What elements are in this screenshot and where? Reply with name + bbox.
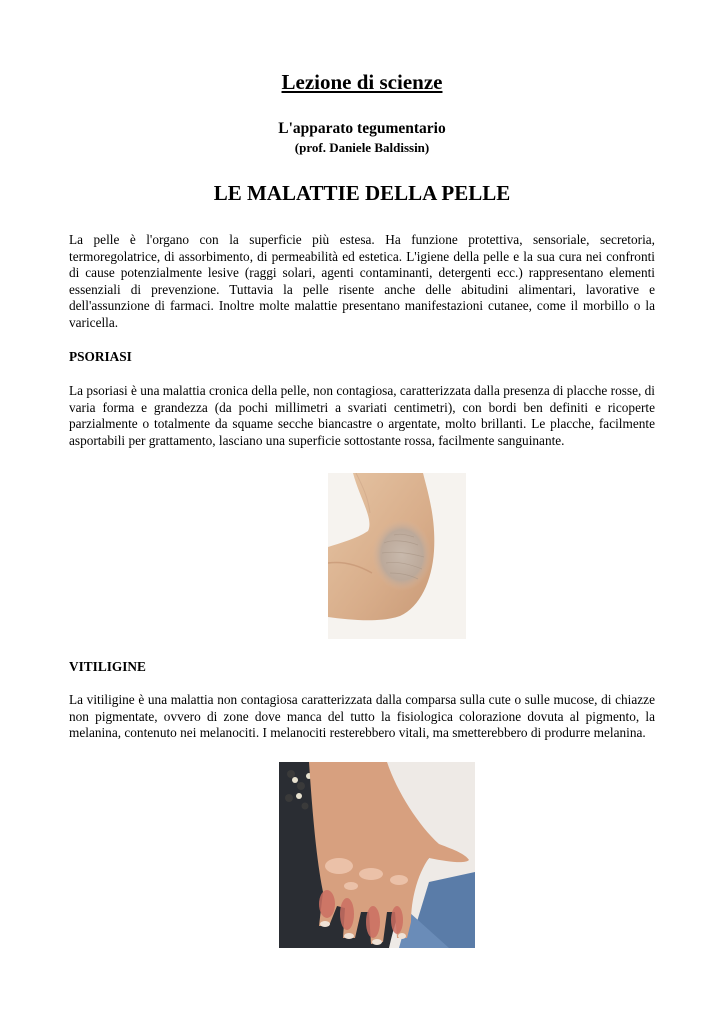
section-text-psoriasi: La psoriasi è una malattia cronica della pelle, non contagiosa, caratterizzata dalla presenza di placche rosse, di varia forma e grandezza (da pochi millimetri a svariati centimetri), con bordi ben definiti e ricoperte parzialmente o totalmente da squame secche biancastre o argentate, molto brillanti. Le placche, facilmente asportabili per grattamento, lasciano una superficie sottostante rossa, facilmente sanguinante. [69,383,655,448]
section-heading-psoriasi: PSORIASI [69,349,132,364]
intro-paragraph: La pelle è l'organo con la superficie più estesa. Ha funzione protettiva, sensoriale, secretoria, termoregolatrice, di assorbimento, di permeabilità ed estetica. L'igiene della pelle e la sua cura nei confronti di cause potenzialmente lesive (raggi solari, agenti contaminanti, detergenti ecc.) rappresentano elementi essenziali di prevenzione. Tuttavia la pelle risente anche delle abitudini alimentari, lavorative e dell'assunzione di farmaci. Inoltre molte malattie presentano manifestazioni cutanee, come il morbillo o la varicella. [69,232,655,330]
section-heading-vitiligine: VITILIGINE [69,659,146,674]
document-author: (prof. Daniele Baldissin) [294,140,430,155]
vitiligo-hand-photo [279,762,475,948]
psoriasis-elbow-photo [328,473,466,639]
document-title: Lezione di scienze [281,70,443,94]
main-heading: LE MALATTIE DELLA PELLE [213,181,511,205]
section-text-vitiligine: La vitiligine è una malattia non contagiosa caratterizzata dalla comparsa sulla cute o sulle mucose, di chiazze non pigmentate, ovvero di zone dove manca del tutto la fisiologica colorazione dovuta al pigmento, la melanina, contenuto nei melanociti. I melanociti resterebbero vitali, ma smetterebbero di produrre melanina. [69,692,655,740]
document-subtitle: L'apparato tegumentario [278,120,446,137]
